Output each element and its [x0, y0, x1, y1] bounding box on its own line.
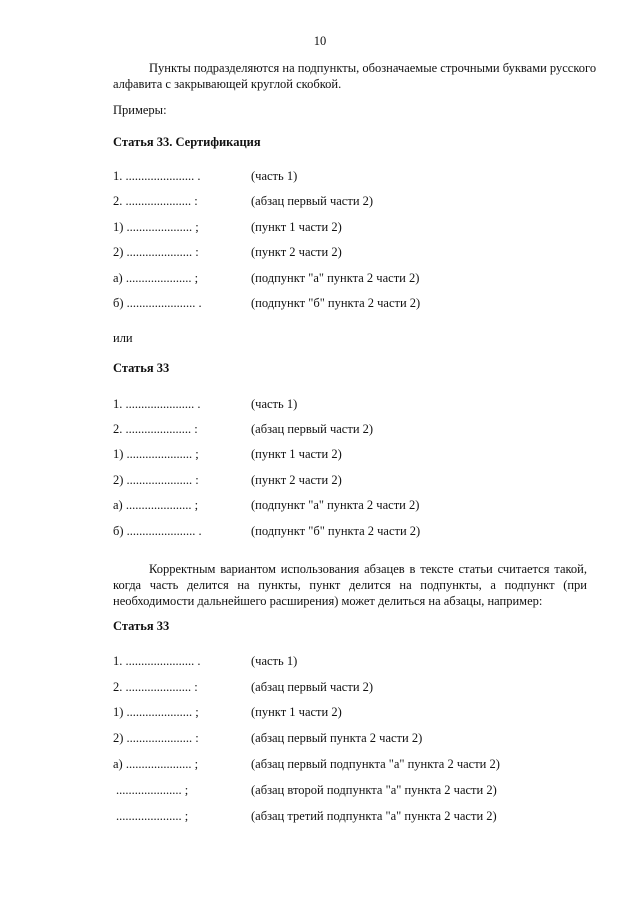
row-label: 2) ..................... : [113, 731, 199, 745]
row-label: 1) ..................... ; [113, 705, 199, 719]
example2-row [0, 473, 640, 489]
row-label: 1) ..................... ; [113, 220, 199, 234]
row-label: а) ..................... ; [113, 271, 199, 285]
example1-row [0, 220, 640, 236]
row-description: (пункт 1 части 2) [251, 705, 342, 719]
row-label: ..................... ; [116, 809, 189, 823]
row-description: (абзац второй подпункта "а" пункта 2 части 2) [251, 783, 497, 797]
row-label: а) ..................... ; [113, 498, 199, 512]
example3-row [0, 783, 640, 799]
or-label: или [113, 331, 133, 345]
example2-row [0, 422, 640, 438]
row-description: (часть 1) [251, 397, 298, 411]
row-description: (пункт 1 части 2) [251, 447, 342, 461]
example2-row [0, 498, 640, 514]
example3-heading: Статья 33 [113, 619, 170, 633]
row-label: 2. ..................... : [113, 422, 198, 436]
row-description: (абзац первый части 2) [251, 422, 374, 436]
example1-heading: Статья 33. Сертификация [113, 135, 261, 149]
row-description: (часть 1) [251, 169, 298, 183]
row-description: (пункт 2 части 2) [251, 245, 342, 259]
paragraph-line: Корректным вариантом использования абзацев в тексте статьи считается такой, [149, 562, 587, 576]
row-description: (пункт 1 части 2) [251, 220, 342, 234]
example3-row [0, 809, 640, 825]
intro-paragraph [113, 60, 597, 92]
example1-row [0, 271, 640, 287]
row-description: (подпункт "б" пункта 2 части 2) [251, 296, 421, 310]
row-description: (абзац третий подпункта "а" пункта 2 части 2) [251, 809, 497, 823]
examples-label: Примеры: [113, 103, 167, 117]
row-description: (абзац первый подпункта "а" пункта 2 части 2) [251, 757, 500, 771]
row-description: (подпункт "а" пункта 2 части 2) [251, 271, 420, 285]
example3-row [0, 654, 640, 670]
paragraph-line: необходимости дальнейшего расширения) может делиться на абзацы, например: [113, 594, 543, 608]
row-description: (абзац первый части 2) [251, 194, 374, 208]
row-label: 1. ...................... . [113, 397, 201, 411]
example3-row [0, 757, 640, 773]
example1-row [0, 169, 640, 185]
row-label: б) ...................... . [113, 524, 202, 538]
row-label: а) ..................... ; [113, 757, 199, 771]
example3-row [0, 680, 640, 696]
row-description: (абзац первый части 2) [251, 680, 374, 694]
row-label: б) ...................... . [113, 296, 202, 310]
row-description: (абзац первый пункта 2 части 2) [251, 731, 423, 745]
row-description: (пункт 2 части 2) [251, 473, 342, 487]
intro-line: алфавита с закрывающей круглой скобкой. [113, 77, 342, 91]
row-description: (подпункт "а" пункта 2 части 2) [251, 498, 420, 512]
row-label: 1) ..................... ; [113, 447, 199, 461]
example2-row [0, 397, 640, 413]
row-label: 2) ..................... : [113, 245, 199, 259]
row-label: 1. ...................... . [113, 654, 201, 668]
row-description: (подпункт "б" пункта 2 части 2) [251, 524, 421, 538]
row-label: 2. ..................... : [113, 194, 198, 208]
row-label: 1. ...................... . [113, 169, 201, 183]
page-number: 10 [313, 34, 327, 48]
example2-row [0, 524, 640, 540]
example1-row [0, 245, 640, 261]
example2-row [0, 447, 640, 463]
example2-heading: Статья 33 [113, 361, 170, 375]
example3-row [0, 731, 640, 747]
paragraph-line: когда часть делится на пункты, пункт делится на подпункты, а подпункт (при [113, 578, 587, 592]
row-label: 2. ..................... : [113, 680, 198, 694]
example1-row [0, 194, 640, 210]
correct-variant-paragraph [113, 561, 587, 609]
row-label: ..................... ; [116, 783, 189, 797]
intro-line: Пункты подразделяются на подпункты, обозначаемые строчными буквами русского [149, 61, 597, 75]
example3-row [0, 705, 640, 721]
row-description: (часть 1) [251, 654, 298, 668]
example1-row [0, 296, 640, 312]
row-label: 2) ..................... : [113, 473, 199, 487]
